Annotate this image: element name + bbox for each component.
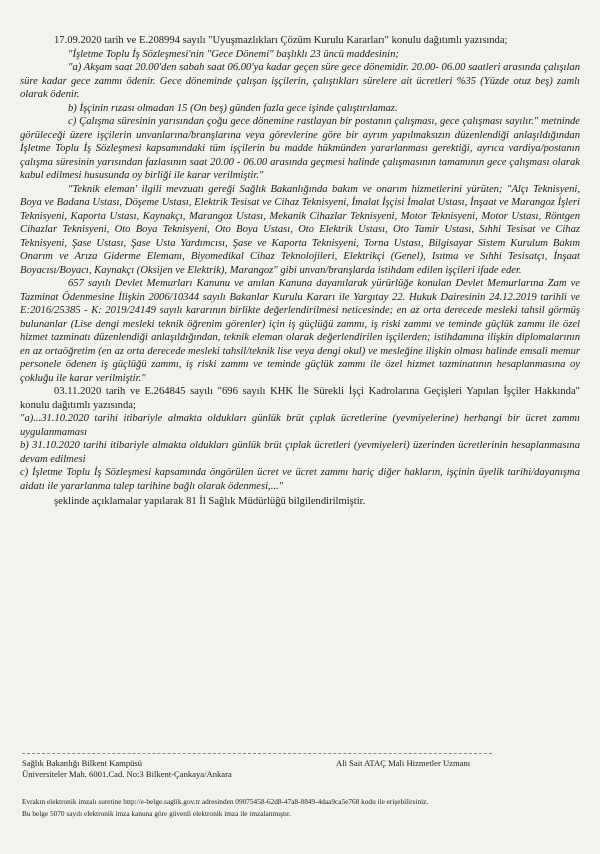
signatory: Ali Sait ATAÇ Mali Hizmetler Uzmanı <box>336 758 471 768</box>
paragraph: "a)...31.10.2020 tarihi itibariyle almakta oldukları günlük brüt çıplak ücretlerine (yevmiyelerine) herhangi bir ücret zammı uygulanmaması <box>20 413 580 438</box>
paragraph: c) İşletme Toplu İş Sözleşmesi kapsamında öngörülen ücret ve ücret zammı hariç diğer hakların, işçinin üyelik tarihi/dayanışma aidatı ile yararlanma talep tarihine bağlı olarak ödenmesi,..." <box>20 467 580 492</box>
paragraph: b) 31.10.2020 tarihi itibariyle almakta oldukları günlük brüt çıplak ücretleri (yevmiyeleri) üzerinden ücretlerinin hesaplanmasına devam edilmesi <box>20 440 580 465</box>
esignature-line: Evrakın elektronik imzalı suretine http://e-belge.saglik.gov.tr adresinden 09075458-62d8-47a8-8849-4daa9ca5e768 kodu ile erişebilirsiniz. <box>22 797 429 806</box>
paragraph: "a) Akşam saat 20.00'den sabah saat 06.00'ya kadar geçen süre gece dönemidir. 20.00- 06.00 saatleri arasında çalışılan süre kadar gece zammı ödenir. Gece döneminde çalışan işçilerin, çalıştıkları sürelere ait ücretleri %35 (Yüzde otuz beş) zamlı olarak ödenir. <box>20 62 580 100</box>
esignature-notice <box>22 796 578 819</box>
paragraph: c) Çalışma süresinin yarısından çoğu gece dönemine rastlayan bir postanın çalışması, gece çalışması sayılır." metninde görüleceği üzere işçilerin unvanlarına/branşlarına veya görevlerine göre bir ayrım yapılmaksızın düzenlendiği anlaşıldığından İşletme Toplu İş Sözleşmesi kapsamındaki tüm işçilerin bu madde hükmünden yararlanması gerektiği, ayrıca vardiya/postanın çalışma süresinin yarısından fazlasının saat 20.00 - 06.00 arasında geçmesi halinde çalışmasının tamamının gece çalışması olarak kabul edilmesi hususunda oy birliği ile karar verilmiştir." <box>20 116 580 181</box>
paragraph: "İşletme Toplu İş Sözleşmesi'nin "Gece Dönemi" başlıklı 23 üncü maddesinin; <box>68 48 399 60</box>
address-line: Üniversiteler Mah. 6001.Cad. No:3 Bilkent-Çankaya/Ankara <box>22 769 232 779</box>
address-line: Sağlık Bakanlığı Bilkent Kampüsü <box>22 758 143 768</box>
footer-divider <box>22 753 492 754</box>
paragraph: 17.09.2020 tarih ve E.208994 sayılı "Uyuşmazlıkları Çözüm Kurulu Kararları" konulu dağıtımlı yazısında; <box>54 35 508 46</box>
paragraph: 03.11.2020 tarih ve E.264845 sayılı "696 sayılı KHK İle Sürekli İşçi Kadrolarına Geçişleri Yapılan İşçiler Hakkında" konulu dağıtımlı yazısında; <box>20 386 580 411</box>
paragraph: 657 sayılı Devlet Memurları Kanunu ve anılan Kanuna dayanılarak yürürlüğe konulan Devlet Memurlarına Zam ve Tazminat Ödenmesine İlişkin 2006/10344 sayılı Bakanlar Kurulu Kararı ile Yargıtay 22. Hukuk Dairesinin 24.12.2019 tarihli ve E:2016/25385 - K: 2019/24149 sayılı kararının birlikte değerlendirilmesi neticesinde; en az orta derecede mesleki tahsil görmüş bulunanlar (Lise dengi mesleki teknik öğrenim görenler) için iş güçlüğü zammı, iş riski zammı ve teminde güçlük zammı ile özel hizmet tazminatı düzenlendiği anlaşıldığından, teknik eleman olarak değerlendirilen işçilerden; istihdamına ilişkin diplomalarının en az ortaöğretim (en az orta derecede mesleki tahsil/teknik lise veya dengi okul) ve mesleğine ilişkin olması halinde emsali memur personele ödenen iş güçlüğü zammı, iş riski zammı ve teminde güçlük zammı ile özel hizmet tazminatının hesaplanmasına oy çokluğu ile karar verilmiştir." <box>20 278 580 384</box>
paragraph: "Teknik eleman' ilgili mevzuatı gereği Sağlık Bakanlığında bakım ve onarım hizmetlerini yürüten; "Alçı Teknisyeni, Boya ve Badana Ustası, Döşeme Ustası, Elektrik Tesisat ve Cihaz Teknisyeni, İmalat İşçisi İmalat Ustası, İnşaat ve Marangoz İşleri Teknisyeni, Kaporta Ustası, Kaynakçı, Marangoz Ustası, Mekanik Cihazlar Teknisyeni, Motor Teknisyeni, Motor Ustası, Röntgen Cihazlar Teknisyeni, Oto Boya Teknisyeni, Oto Boya Ustası, Oto Elektrik Ustası, Oto Tamir Ustası, Sıhhi Tesisat ve Cihaz Teknisyeni, Şase Ustası, Şase Usta Yardımcısı, Şase ve Kaporta Teknisyeni, Torna Ustası, Bilgisayar Sistem Kurulum Bakım Onarım ve Arıza Giderme Elemanı, Biyomedikal Cihaz Teknolojileri, Elektrikçi (Genel), Isıtma ve Sıhhi Tesisatçı, İnşaat Boyacısı/Boyacı, Kaynakçı (Oksijen ve Elektrik), Marangoz" gibi unvan/branşlarda istihdam edilen işçileri ifade eder. <box>20 183 580 276</box>
paragraph: b) İşçinin rızası olmadan 15 (On beş) günden fazla gece işinde çalıştırılamaz. <box>68 102 398 114</box>
footer-address <box>22 758 232 780</box>
document-body <box>20 34 580 509</box>
esignature-line: Bu belge 5070 sayılı elektronik imza kanuna göre güvenli elektronik imza ile imzalanmıştır. <box>22 808 291 818</box>
closing-sentence: şeklinde açıklamalar yapılarak 81 İl Sağlık Müdürlüğü bilgilendirilmiştir. <box>54 496 366 507</box>
